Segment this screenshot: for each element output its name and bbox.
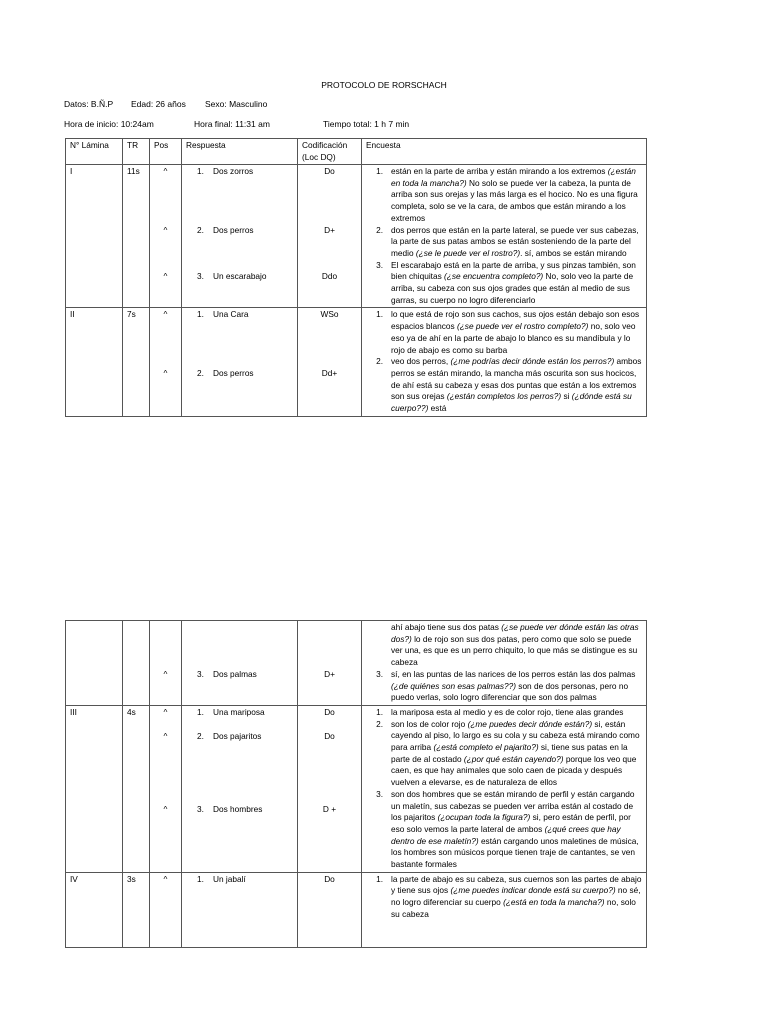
encuesta-item [366,874,642,921]
response-text: Dos hombres [213,804,263,815]
encuesta-text [391,707,642,719]
response-number: 3. [197,804,204,815]
header-codificacion: Codificación (Loc DQ) [298,139,362,165]
encuesta-number: 1. [376,706,383,717]
answer-text: lo de rojo son sus dos patas, pero como que solo se puede ver una, es que es un perro chiquito, lo que más se distingue es su cabeza [391,633,638,668]
respuesta-cell [182,165,298,308]
response-item [186,731,293,743]
question-text: (¿me podrías decir dónde están los perros?) [450,356,615,367]
response-number: 2. [197,368,204,379]
answer-text: no, solo veo eso ya de ahí en la parte de abajo lo blanco es su mandíbula y lo rojo de abajo es como su barba [391,321,636,355]
encuesta-number: 2. [376,718,383,729]
question-text: (¿están en toda la mancha?) [391,166,636,188]
pos-value: ^ [163,873,168,884]
question-text: (¿qué crees que hay dentro de ese maletín?) [391,823,621,846]
question-text: (¿por qué están cayendo?) [463,753,564,764]
pos-cell [150,165,182,308]
response-number: 3. [197,271,204,282]
respuesta-cell [182,621,298,706]
encuesta-number: 2. [376,356,383,367]
question-text: (¿está en toda la mancha?) [503,897,605,908]
response-number: 1. [197,706,204,717]
response-item [186,225,293,237]
response-item [186,874,293,886]
encuesta-number: 2. [376,224,383,235]
answer-text: la mariposa esta al medio y es de color rojo, tiene alas grandes [391,706,624,717]
codificacion-cell [298,308,362,416]
encuesta-item [366,260,642,307]
tr-cell: 11s [123,165,150,308]
code-value: Do [324,166,335,176]
answer-text: . sí, ambos se están mirando [520,247,627,258]
pos-value: ^ [163,730,168,741]
encuesta-text [391,356,642,415]
encuesta-cell [362,872,647,947]
code-value: D+ [324,669,335,679]
lamina-cell: III [66,705,123,872]
answer-text: dos perros que están en la parte lateral, se puede ver sus cabezas, la parte de sus patas ambos se están sosteniendo de la parte del medio [391,224,639,258]
question-text: (¿ocupan toda la figura?) [437,812,531,823]
code-value: Dd+ [321,368,338,379]
answer-text: si, pero están de perfil, por eso solo vemos la parte lateral de ambos [391,812,631,834]
answer-text: sí, en las puntas de las narices de los perros están las dos palmas [391,668,636,679]
response-text: Dos pajaritos [213,730,262,741]
lamina-cell: IV [66,872,123,947]
response-text: Dos perros [213,224,254,235]
response-item [186,368,293,380]
question-text: (¿se puede ver dónde están las otras dos?) [391,622,639,644]
encuesta-text [391,166,642,225]
datos-label: Datos: B.Ñ.P [64,99,114,109]
question-text: (¿se puede ver el rostro completo?) [456,321,589,332]
sexo-label: Sexo: Masculino [205,99,268,109]
pos-value: ^ [163,804,168,815]
answer-text: ambos perros se están mirando, la mancha más oscurita son sus hocicos, de ahí está su cabeza y esas dos puntas que están a los extremos son sus orejas [391,356,642,402]
encuesta-item [366,309,642,356]
code-value: Ddo [321,271,338,282]
answer-text: si, están cayendo al piso, lo largo es su cola y su cabeza está mirando como para arriba [391,718,640,753]
header-pos: Pos [150,139,182,165]
encuesta-cell [362,308,647,416]
answer-text: No solo se puede ver la cabeza, la punta de arriba son sus orejas y las más larga es el hocico. No es una figura completa, solo se ve la cara, de ambos que están mirando a los extremos [391,177,638,223]
pos-value: ^ [163,309,168,320]
pos-value: ^ [163,706,168,717]
encuesta-cell [362,621,647,706]
response-text: Un jabalí [213,873,246,884]
code-value: Do [324,873,335,884]
encuesta-text [391,225,642,260]
answer-text: No, solo veo la parte de arriba, su cabeza con sus ojos grades que están al medio de sus garras, su cuerpo no logro diferenciarlo [391,271,634,305]
respuesta-cell [182,705,298,872]
question-text: (¿dónde está su cuerpo??) [391,391,632,414]
response-text: Una mariposa [213,706,265,717]
tr-cell: 4s [123,705,150,872]
code-value: Do [324,730,335,741]
code-value: D+ [324,224,335,235]
encuesta-item [366,789,642,871]
table-row [66,705,647,872]
answer-text: están en la parte de arriba y están mirando a los extremos [391,166,608,176]
response-number: 1. [197,873,204,884]
pos-cell [150,872,182,947]
encuesta-text [391,719,642,789]
protocol-table-1 [65,138,647,417]
hora-final-label: Hora final: 11:31 am [194,119,270,129]
answer-text: si, tiene sus patas en la parte de al costado [391,742,628,764]
pos-value: ^ [163,166,168,176]
table-row [66,308,647,416]
header-respuesta: Respuesta [182,139,298,165]
tiempo-total-label: Tiempo total: 1 h 7 min [323,119,410,129]
encuesta-number: 3. [376,788,383,799]
answer-text: El escarabajo está en la parte de arriba, y sus pinzas también, son bien chiquitas [391,259,636,282]
encuesta-item [366,356,642,415]
response-item [186,166,293,178]
pos-value: ^ [163,669,168,679]
table-row [66,872,647,947]
encuesta-item [366,225,642,260]
response-item [186,669,293,681]
response-number: 2. [197,224,204,235]
tr-cell: 3s [123,872,150,947]
tr-cell: 7s [123,308,150,416]
response-item [186,271,293,283]
encuesta-cell [362,165,647,308]
encuesta-number: 1. [376,873,383,884]
codificacion-cell [298,165,362,308]
table-row [66,621,647,706]
question-text: (¿está completo el pajarito?) [433,742,539,753]
lamina-cell [66,621,123,706]
lamina-cell: II [66,308,123,416]
encuesta-text [391,309,642,356]
pos-cell [150,308,182,416]
codificacion-cell [298,621,362,706]
answer-text: veo dos perros, [391,356,451,367]
header-lamina: N° Lámina [66,139,123,165]
response-item [186,707,293,719]
answer-text: lo que está de rojo son sus cachos, sus ojos están debajo son esos espacios blancos [391,309,640,332]
question-text: (¿me puedes decir dónde están?) [467,718,593,729]
response-text: Dos palmas [213,669,257,679]
codificacion-cell [298,705,362,872]
response-text: Dos zorros [213,166,254,176]
answer-text: la parte de abajo es su cabeza, sus cuernos son las partes de abajo y tiene sus ojos [391,873,642,896]
pos-cell [150,621,182,706]
code-value: Do [324,706,335,717]
question-text: (¿me puedes indicar donde está su cuerpo?) [450,885,616,896]
answer-text: ahí abajo tiene sus dos patas [391,622,502,632]
codificacion-cell [298,872,362,947]
answer-text: son dos hombres que se están mirando de perfil y están cargando un maletín, sus cabezas se pueden ver arriba están al costado de los pajaritos [391,788,635,823]
table-header-row [66,139,647,165]
encuesta-text [391,669,642,704]
hora-inicio-label: Hora de inicio: 10:24am [64,119,154,129]
encuesta-cell [362,705,647,872]
response-text: Una Cara [213,309,249,320]
response-number: 3. [197,669,204,679]
answer-text: son de dos personas, pero no puedo verlas, solo logro diferenciar que son dos palmas [391,680,629,703]
answer-text: está [428,403,447,414]
response-item [186,309,293,321]
answer-text: si [561,391,572,402]
response-number: 1. [197,166,204,176]
protocol-table-2 [65,620,647,948]
header-encuesta: Encuesta [362,139,647,165]
header-tr: TR [123,139,150,165]
answer-text: porque los veo que caen, es que hay animales que solo caen de picada y después vuelven a elevarse, es de naturaleza de ellos [391,753,637,788]
lamina-cell: I [66,165,123,308]
encuesta-number: 1. [376,309,383,320]
answer-text: están cargando unos maletines de música, los hombres son músicos porque tienen traje de cantantes, se ven bastante formales [391,835,639,870]
page-title: PROTOCOLO DE RORSCHACH [321,80,447,90]
edad-label: Edad: 26 años [131,99,186,109]
question-text: (¿están completos los perros?) [446,391,562,402]
response-number: 2. [197,730,204,741]
answer-text: no, solo su cabeza [391,897,636,919]
respuesta-cell [182,308,298,416]
response-text: Un escarabajo [213,271,267,282]
encuesta-number: 3. [376,668,383,679]
pos-value: ^ [163,224,168,235]
code-value: WSo [320,309,339,320]
response-number: 1. [197,309,204,320]
response-item [186,804,293,816]
encuesta-continuation [366,622,642,669]
response-text: Dos perros [213,368,254,379]
encuesta-number: 3. [376,259,383,270]
table-row [66,165,647,308]
encuesta-item [366,166,642,225]
encuesta-item [366,707,642,719]
question-text: (¿se encuentra completo?) [444,271,544,282]
encuesta-text [391,874,642,921]
pos-value: ^ [163,271,168,282]
question-text: (¿se le puede ver el rostro?) [415,247,521,258]
pos-cell [150,705,182,872]
pos-value: ^ [163,368,168,379]
answer-text: son los de color rojo [391,718,468,729]
answer-text: no sé, no logro diferenciar su cuerpo [391,885,641,908]
question-text: (¿de quiénes son esas palmas??) [391,680,516,691]
respuesta-cell [182,872,298,947]
encuesta-text [391,789,642,871]
encuesta-item [366,719,642,789]
encuesta-number: 1. [376,166,383,176]
tr-cell [123,621,150,706]
code-value: D + [322,804,337,815]
encuesta-item [366,669,642,704]
encuesta-text [391,260,642,307]
